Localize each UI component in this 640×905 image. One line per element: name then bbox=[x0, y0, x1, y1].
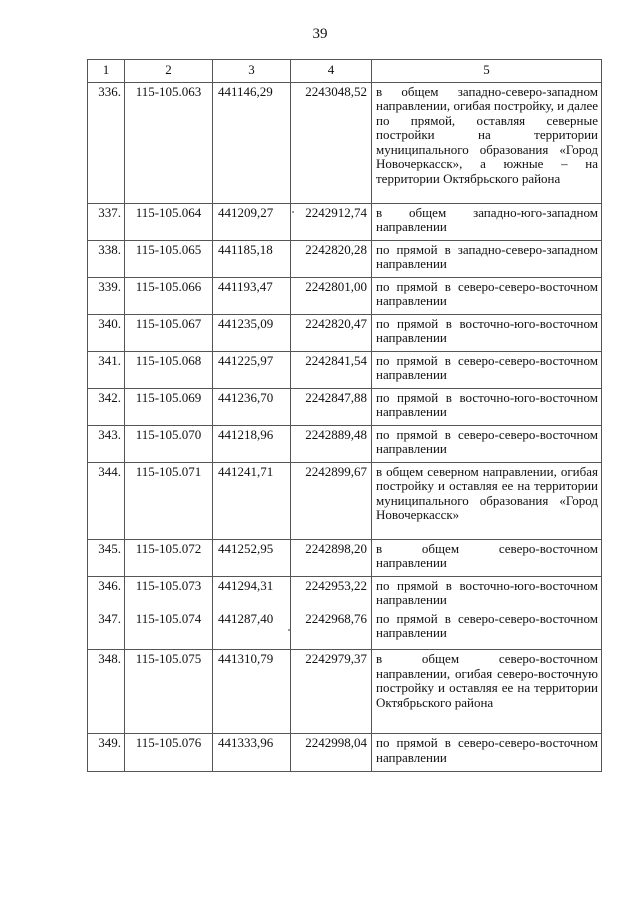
table-row bbox=[88, 314, 602, 351]
table-row bbox=[88, 240, 602, 277]
point-code: 115-105.073 bbox=[125, 576, 213, 610]
y-coordinate: 2242968,76 bbox=[291, 610, 372, 650]
direction-description: по прямой в западно-северо-западном направлении bbox=[372, 240, 602, 277]
row-number: 339. bbox=[88, 277, 125, 314]
direction-description: по прямой в восточно-юго-восточном направлении bbox=[372, 576, 602, 610]
table-row bbox=[88, 576, 602, 610]
x-coordinate: 441294,31 bbox=[213, 576, 291, 610]
direction-description: по прямой в северо-северо-восточном направлении bbox=[372, 277, 602, 314]
row-number: 342. bbox=[88, 388, 125, 425]
header-row bbox=[88, 60, 602, 83]
y-coordinate: 2242899,67 bbox=[291, 462, 372, 539]
x-coordinate: 441241,71 bbox=[213, 462, 291, 539]
header-col-4: 4 bbox=[291, 60, 372, 83]
x-coordinate: 441310,79 bbox=[213, 650, 291, 734]
direction-description: по прямой в северо-северо-восточном направлении bbox=[372, 351, 602, 388]
row-number: 343. bbox=[88, 425, 125, 462]
x-coordinate: 441225,97 bbox=[213, 351, 291, 388]
row-number: 345. bbox=[88, 539, 125, 576]
x-coordinate: 441218,96 bbox=[213, 425, 291, 462]
point-code: 115-105.063 bbox=[125, 82, 213, 203]
row-number: 347. bbox=[88, 610, 125, 650]
table-row bbox=[88, 462, 602, 539]
table-row bbox=[88, 650, 602, 734]
table-row bbox=[88, 203, 602, 240]
y-coordinate: 2242912,74 bbox=[291, 203, 372, 240]
y-coordinate: 2242898,20 bbox=[291, 539, 372, 576]
scan-speck bbox=[292, 211, 294, 213]
row-number: 336. bbox=[88, 82, 125, 203]
point-code: 115-105.069 bbox=[125, 388, 213, 425]
table-body bbox=[88, 82, 602, 772]
direction-description: в общем западно-юго-западном направлении bbox=[372, 203, 602, 240]
point-code: 115-105.066 bbox=[125, 277, 213, 314]
x-coordinate: 441236,70 bbox=[213, 388, 291, 425]
x-coordinate: 441235,09 bbox=[213, 314, 291, 351]
coordinates-table bbox=[87, 59, 602, 772]
y-coordinate: 2242847,88 bbox=[291, 388, 372, 425]
x-coordinate: 441146,29 bbox=[213, 82, 291, 203]
row-number: 344. bbox=[88, 462, 125, 539]
header-col-3: 3 bbox=[213, 60, 291, 83]
table-row bbox=[88, 425, 602, 462]
x-coordinate: 441209,27 bbox=[213, 203, 291, 240]
direction-description: в общем северном направлении, огибая постройку и оставляя ее на территории муниципального образования «Город Новочеркасск» bbox=[372, 462, 602, 539]
scan-speck bbox=[288, 629, 290, 631]
y-coordinate: 2242998,04 bbox=[291, 734, 372, 772]
direction-description: по прямой в северо-северо-восточном направлении bbox=[372, 734, 602, 772]
row-number: 341. bbox=[88, 351, 125, 388]
point-code: 115-105.075 bbox=[125, 650, 213, 734]
point-code: 115-105.064 bbox=[125, 203, 213, 240]
y-coordinate: 2242801,00 bbox=[291, 277, 372, 314]
row-number: 348. bbox=[88, 650, 125, 734]
table-row bbox=[88, 539, 602, 576]
y-coordinate: 2242889,48 bbox=[291, 425, 372, 462]
point-code: 115-105.067 bbox=[125, 314, 213, 351]
y-coordinate: 2242820,28 bbox=[291, 240, 372, 277]
header-col-1: 1 bbox=[88, 60, 125, 83]
direction-description: по прямой в северо-северо-восточном направлении bbox=[372, 425, 602, 462]
direction-description: в общем западно-северо-западном направлении, огибая постройку, и далее по прямой, оставляя северные постройки на территории муниципального образования «Город Новочеркасск», а южные – на территории Октябрьского района bbox=[372, 82, 602, 203]
x-coordinate: 441252,95 bbox=[213, 539, 291, 576]
point-code: 115-105.065 bbox=[125, 240, 213, 277]
row-number: 349. bbox=[88, 734, 125, 772]
row-number: 338. bbox=[88, 240, 125, 277]
point-code: 115-105.076 bbox=[125, 734, 213, 772]
direction-description: по прямой в восточно-юго-восточном направлении bbox=[372, 388, 602, 425]
table-row bbox=[88, 82, 602, 203]
table-row bbox=[88, 351, 602, 388]
x-coordinate: 441193,47 bbox=[213, 277, 291, 314]
y-coordinate: 2242953,22 bbox=[291, 576, 372, 610]
direction-description: в общем северо-восточном направлении, огибая северо-восточную постройку и оставляя ее на территории Октябрьского района bbox=[372, 650, 602, 734]
x-coordinate: 441333,96 bbox=[213, 734, 291, 772]
row-number: 337. bbox=[88, 203, 125, 240]
row-number: 346. bbox=[88, 576, 125, 610]
header-col-2: 2 bbox=[125, 60, 213, 83]
page-number: 39 bbox=[312, 26, 328, 42]
point-code: 115-105.071 bbox=[125, 462, 213, 539]
point-code: 115-105.072 bbox=[125, 539, 213, 576]
table-row bbox=[88, 610, 602, 650]
header-col-5: 5 bbox=[372, 60, 602, 83]
table-row bbox=[88, 277, 602, 314]
table-row bbox=[88, 388, 602, 425]
point-code: 115-105.074 bbox=[125, 610, 213, 650]
direction-description: по прямой в северо-северо-восточном направлении bbox=[372, 610, 602, 650]
direction-description: по прямой в восточно-юго-восточном направлении bbox=[372, 314, 602, 351]
x-coordinate: 441287,40 bbox=[213, 610, 291, 650]
table-row bbox=[88, 734, 602, 772]
row-number: 340. bbox=[88, 314, 125, 351]
y-coordinate: 2242820,47 bbox=[291, 314, 372, 351]
y-coordinate: 2242979,37 bbox=[291, 650, 372, 734]
point-code: 115-105.068 bbox=[125, 351, 213, 388]
direction-description: в общем северо-восточном направлении bbox=[372, 539, 602, 576]
point-code: 115-105.070 bbox=[125, 425, 213, 462]
y-coordinate: 2242841,54 bbox=[291, 351, 372, 388]
y-coordinate: 2243048,52 bbox=[291, 82, 372, 203]
x-coordinate: 441185,18 bbox=[213, 240, 291, 277]
